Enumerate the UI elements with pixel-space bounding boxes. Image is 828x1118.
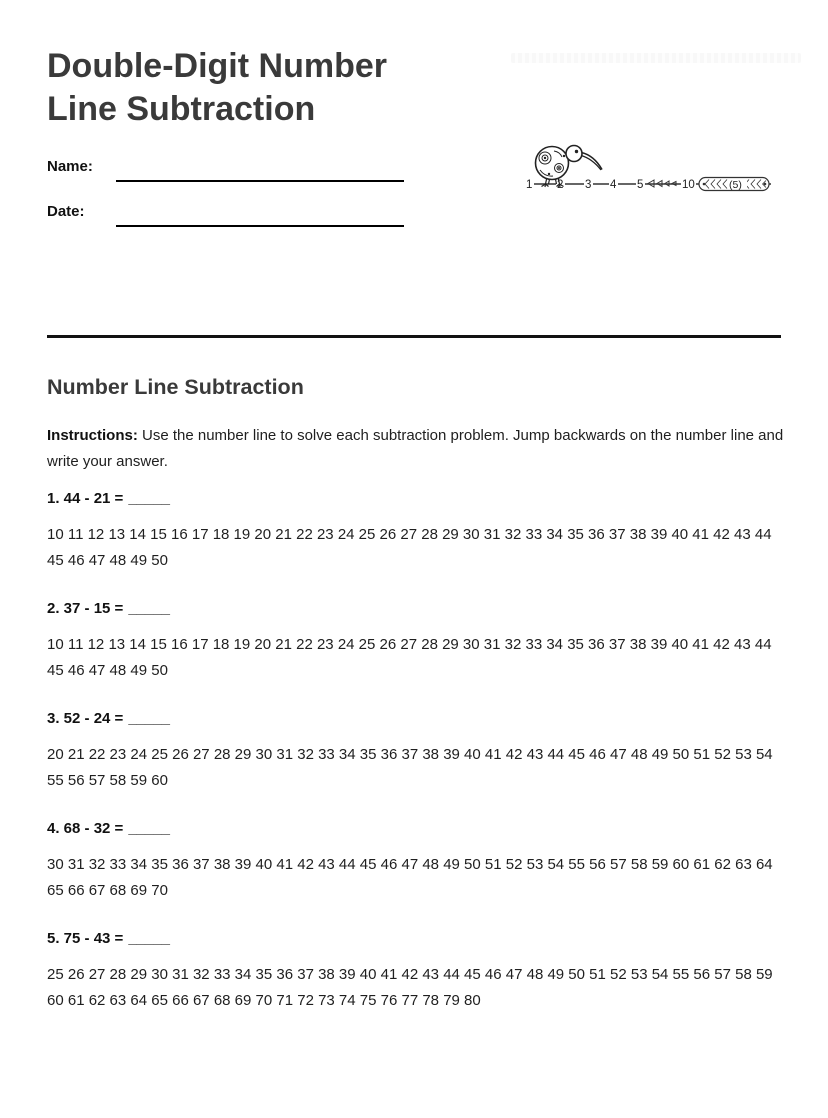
problem-3-label: 3. 52 - 24 = <box>47 710 124 727</box>
problem-5-answer-blank: _____ <box>128 930 171 947</box>
problem-1 <box>47 489 781 573</box>
problem-1-number-line: 10 11 12 13 14 15 16 17 18 19 20 21 22 23 24 25 26 27 28 29 30 31 32 33 34 35 36 37 38 39 40 41 42 43 44 45 46 47 48 49 50 <box>47 526 772 569</box>
instructions-body: Use the number line to solve each subtraction problem. Jump backwards on the number line and write your answer. <box>47 427 784 470</box>
name-label: Name: <box>47 158 93 175</box>
problem-5-label: 5. 75 - 43 = <box>47 930 124 947</box>
problem-3-number-line: 20 21 22 23 24 25 26 27 28 29 30 31 32 33 34 35 36 37 38 39 40 41 42 43 44 45 46 47 48 49 50 51 52 53 54 55 56 57 58 59 60 <box>47 746 773 789</box>
problem-5 <box>47 929 781 1013</box>
tick-1: 1 <box>526 179 533 191</box>
tick-2: 2 <box>557 179 564 191</box>
worm-icon <box>699 178 769 192</box>
section-divider <box>47 335 781 338</box>
problem-4-equation <box>47 819 781 839</box>
problem-3 <box>47 709 781 793</box>
tick-10: 10 <box>682 179 695 191</box>
name-field-row <box>47 158 404 182</box>
problems-list <box>47 489 781 1039</box>
date-fill-line <box>116 203 404 227</box>
instructions-label: Instructions: <box>47 427 138 444</box>
tick-3: 3 <box>585 179 592 191</box>
name-fill-line <box>116 158 404 182</box>
faint-watermark <box>511 53 801 63</box>
section-heading: Number Line Subtraction <box>47 375 304 399</box>
problem-4-label: 4. 68 - 32 = <box>47 820 124 837</box>
problem-5-number-line: 25 26 27 28 29 30 31 32 33 34 35 36 37 38 39 40 41 42 43 44 45 46 47 48 49 50 51 52 53 54 55 56 57 58 59 60 61 62 63 64 65 66 67 68 69 70 71 72 73 74 75 76 77 78 79 80 <box>47 966 773 1009</box>
problem-2 <box>47 599 781 683</box>
problem-4-answer-blank: _____ <box>128 820 171 837</box>
date-label: Date: <box>47 203 85 220</box>
kiwi-number-line-illustration <box>521 141 775 195</box>
problem-4-number-line: 30 31 32 33 34 35 36 37 38 39 40 41 42 43 44 45 46 47 48 49 50 51 52 53 54 55 56 57 58 59 60 61 62 63 64 65 66 67 68 69 70 <box>47 856 773 899</box>
problem-1-answer-blank: _____ <box>128 490 171 507</box>
problem-2-number-line: 10 11 12 13 14 15 16 17 18 19 20 21 22 23 24 25 26 27 28 29 30 31 32 33 34 35 36 37 38 39 40 41 42 43 44 45 46 47 48 49 50 <box>47 636 772 679</box>
problem-1-equation <box>47 489 781 509</box>
problem-4 <box>47 819 781 903</box>
worksheet-title: Double-Digit Number Line Subtraction <box>47 47 387 128</box>
instructions-text <box>47 423 787 474</box>
problem-5-equation <box>47 929 781 949</box>
problem-1-label: 1. 44 - 21 = <box>47 490 124 507</box>
date-field-row <box>47 203 404 227</box>
problem-2-answer-blank: _____ <box>128 600 171 617</box>
problem-3-equation <box>47 709 781 729</box>
worm-label: (5) <box>729 179 742 191</box>
problem-3-answer-blank: _____ <box>128 710 171 727</box>
problem-2-label: 2. 37 - 15 = <box>47 600 124 617</box>
tick-4: 4 <box>610 179 617 191</box>
tick-5: 5 <box>637 179 644 191</box>
problem-2-equation <box>47 599 781 619</box>
